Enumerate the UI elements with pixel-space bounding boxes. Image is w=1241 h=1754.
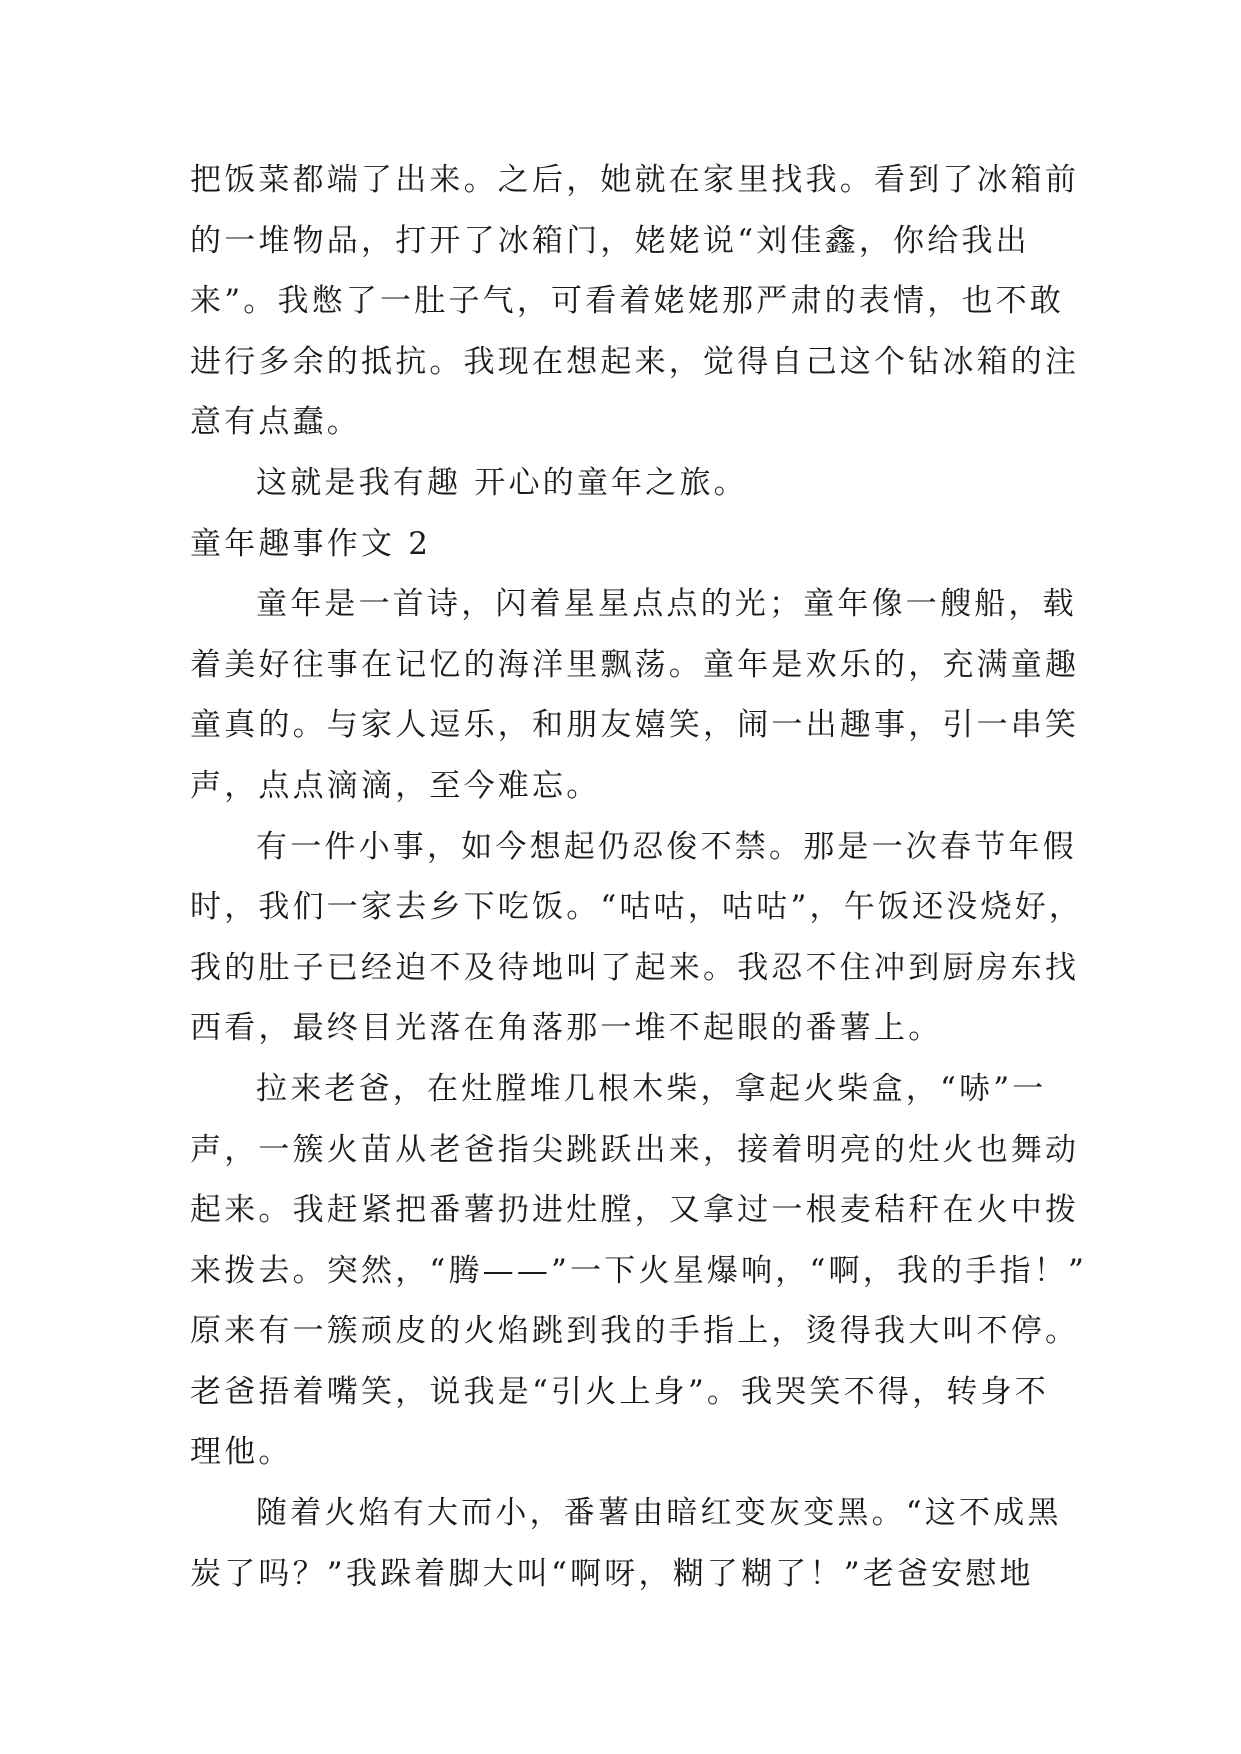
text-line: 声，一簇火苗从老爸指尖跳跃出来，接着明亮的灶火也舞动 (190, 1131, 1080, 1168)
text-line: 进行多余的抵抗。我现在想起来，觉得自己这个钻冰箱的注 (190, 343, 1080, 380)
text-line: 的一堆物品，打开了冰箱门，姥姥说“刘佳鑫，你给我出 (190, 222, 1030, 259)
paragraph-first-line: 这就是我有趣 开心的童年之旅。 (256, 464, 748, 501)
text-line: 我的肚子已经迫不及待地叫了起来。我忍不住冲到厨房东找 (190, 949, 1080, 986)
text-line: 理他。 (190, 1434, 293, 1471)
text-line: 来拨去。突然，“腾——”一下火星爆响，“啊，我的手指！” (190, 1252, 1087, 1289)
text-line: 西看，最终目光落在角落那一堆不起眼的番薯上。 (190, 1010, 943, 1047)
text-line: 着美好往事在记忆的海洋里飘荡。童年是欢乐的，充满童趣 (190, 646, 1080, 683)
text-line: 来”。我憋了一肚子气，可看着姥姥那严肃的表情，也不敢 (190, 283, 1065, 320)
section-heading: 童年趣事作文 2 (190, 525, 432, 562)
paragraph-first-line: 随着火焰有大而小，番薯由暗红变灰变黑。“这不成黑 (256, 1495, 1062, 1532)
text-line: 原来有一簇顽皮的火焰跳到我的手指上，烫得我大叫不停。 (190, 1313, 1080, 1350)
paragraph-first-line: 有一件小事，如今想起仍忍俊不禁。那是一次春节年假 (256, 828, 1077, 865)
text-line: 童真的。与家人逗乐，和朋友嬉笑，闹一出趣事，引一串笑 (190, 707, 1080, 744)
text-line: 声，点点滴滴，至今难忘。 (190, 767, 601, 804)
paragraph-first-line: 童年是一首诗，闪着星星点点的光；童年像一艘船，载 (256, 586, 1077, 623)
paragraph-first-line: 拉来老爸，在灶膛堆几根木柴，拿起火柴盒，“哧”一 (256, 1070, 1047, 1107)
text-line: 炭了吗？”我跺着脚大叫“啊呀，糊了糊了！”老爸安慰地 (190, 1555, 1034, 1592)
text-line: 时，我们一家去乡下吃饭。“咕咕，咕咕”，午饭还没烧好， (190, 889, 1084, 926)
text-line: 意有点蠢。 (190, 404, 361, 441)
document-body (190, 150, 1087, 1604)
text-line: 起来。我赶紧把番薯扔进灶膛，又拿过一根麦秸秆在火中拨 (190, 1192, 1080, 1229)
text-line: 老爸捂着嘴笑，说我是“引火上身”。我哭笑不得，转身不 (190, 1373, 1049, 1410)
text-line: 把饭菜都端了出来。之后，她就在家里找我。看到了冰箱前 (190, 162, 1080, 198)
